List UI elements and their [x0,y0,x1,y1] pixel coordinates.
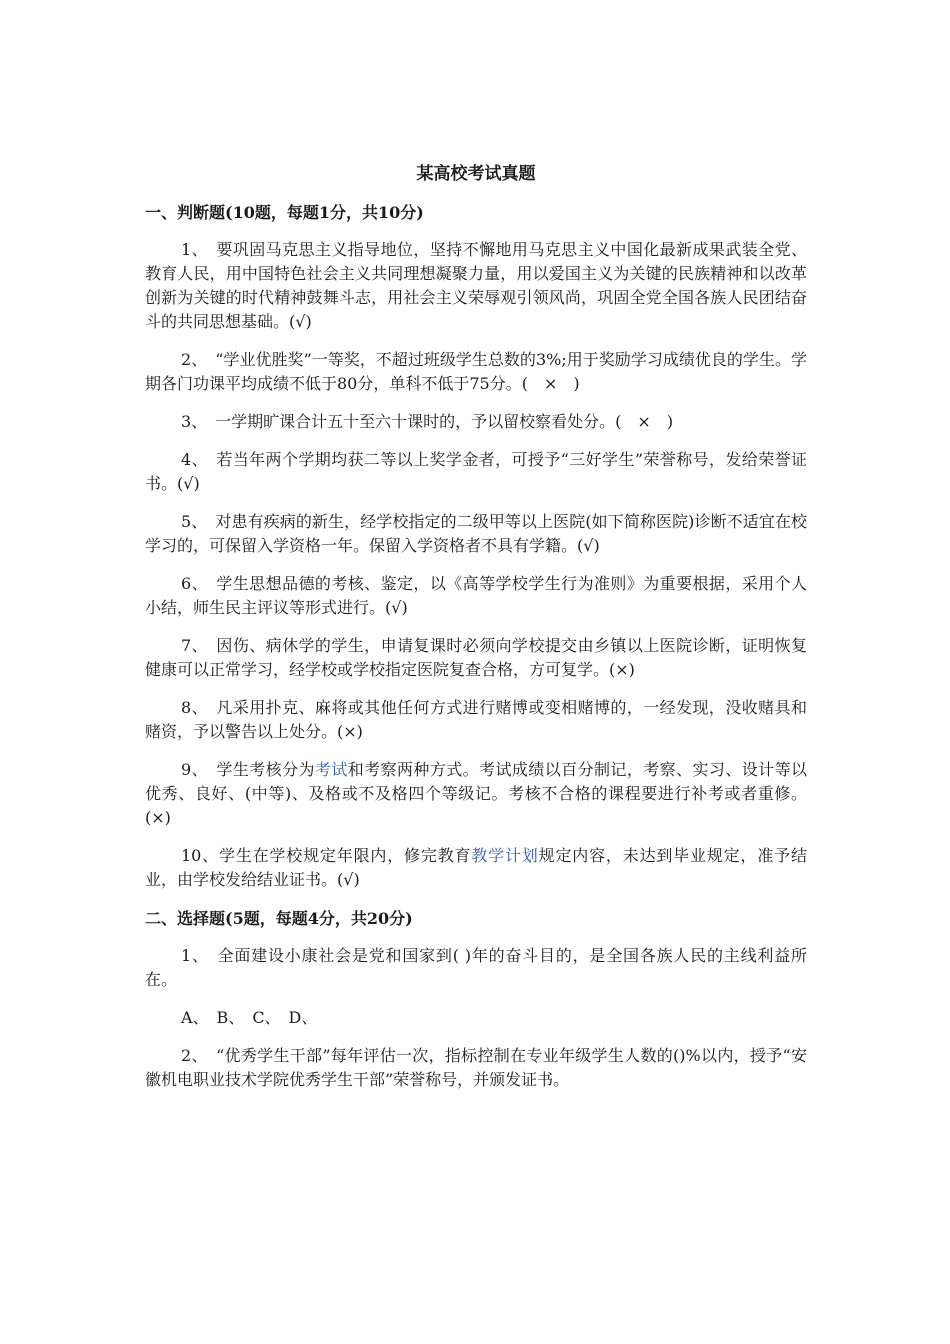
question-item: 1、 全面建设小康社会是党和国家到( )年的奋斗目的，是全国各族人民的主线利益所在。 [145,946,807,989]
teaching-plan-link[interactable]: 教学计划 [471,846,539,865]
exam-link[interactable]: 考试 [314,760,348,779]
question-item: 7、 因伤、病休学的学生，申请复课时必须向学校提交由乡镇以上医院诊断，证明恢复健康可以正常学习，经学校或学校指定医院复查合格，方可复学。(×) [145,636,807,679]
question-text: 9、 学生考核分为 [181,760,315,779]
question-item: 4、 若当年两个学期均获二等以上奖学金者，可授予“三好学生”荣誉称号，发给荣誉证书。(√) [145,450,807,493]
question-item: 2、 “学业优胜奖”一等奖，不超过班级学生总数的3%;用于奖励学习成绩优良的学生。学期各门功课平均成绩不低于80分，单科不低于75分。( × ) [145,350,807,393]
question-item-10 [145,844,807,892]
question-item: 2、 “优秀学生干部”每年评估一次，指标控制在专业年级学生人数的()%以内，授予“安徽机电职业技术学院优秀学生干部”荣誉称号，并颁发证书。 [145,1046,807,1089]
question-item: 3、 一学期旷课合计五十至六十课时的，予以留校察看处分。( × ) [181,412,674,431]
answer-options: A、 B、 C、 D、 [181,1008,318,1027]
question-item-9 [145,758,807,830]
question-item: 5、 对患有疾病的新生，经学校指定的二级甲等以上医院(如下简称医院)诊断不适宜在校学习的，可保留入学资格一年。保留入学资格者不具有学籍。(√) [145,512,807,555]
question-item: 6、 学生思想品德的考核、鉴定，以《高等学校学生行为准则》为重要根据，采用个人小结，师生民主评议等形式进行。(√) [145,574,807,617]
section-heading-true-false: 一、判断题(10题，每题1分，共10分) [145,203,424,222]
question-text: 和考察两种方式。考试成绩以百分制记，考察、实习、设计等以优秀、良好、(中等)、及格或不及格四个等级记。考核不合格的课程要进行补考或者重修。(×) [145,760,807,827]
document-page [145,160,807,1106]
page-title: 某高校考试真题 [416,164,536,184]
question-item: 1、 要巩固马克思主义指导地位，坚持不懈地用马克思主义中国化最新成果武装全党、教育人民，用中国特色社会主义共同理想凝聚力量，用以爱国主义为关键的民族精神和以改革创新为关键的时代精神鼓舞斗志，用社会主义荣辱观引领风尚，巩固全党全国各族人民团结奋斗的共同思想基础。(√) [145,240,807,331]
question-item: 8、 凡采用扑克、麻将或其他任何方式进行赌博或变相赌博的，一经发现，没收赌具和赌资，予以警告以上处分。(×) [145,698,807,741]
section-heading-multiple-choice: 二、选择题(5题，每题4分，共20分) [145,909,413,928]
question-text: 10、学生在学校规定年限内，修完教育 [181,846,472,865]
question-text: 规定内容，未达到毕业规定，准予结业，由学校发给结业证书。(√) [145,846,807,889]
